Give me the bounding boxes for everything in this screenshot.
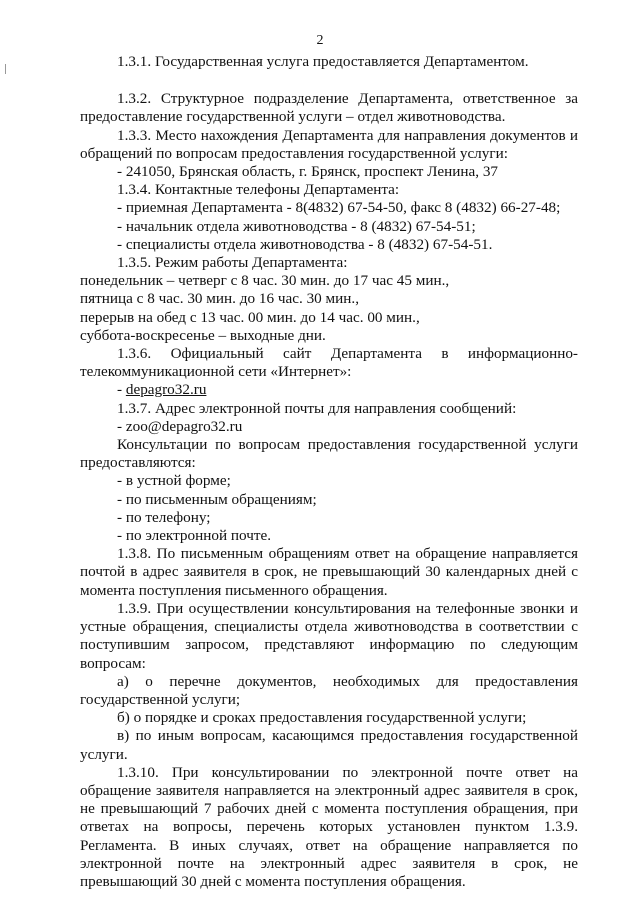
consult-written: - по письменным обращениям; — [117, 490, 317, 508]
phone-head: - начальник отдела животноводства - 8 (4832) 67-54-51; — [117, 217, 476, 235]
paragraph-1-3-5: 1.3.5. Режим работы Департамента: — [117, 254, 348, 272]
consult-oral: - в устной форме; — [117, 472, 231, 490]
phone-reception: - приемная Департамента - 8(4832) 67-54-50, факс 8 (4832) 66-27-48; — [117, 199, 561, 217]
schedule-weekend: суббота-воскресенье – выходные дни. — [80, 326, 326, 344]
email-line: - zoo@depagro32.ru — [117, 417, 243, 435]
paragraph-1-3-8: 1.3.8. По письменным обращениям ответ на обращение направляется почтой в адрес заявителя в срок, не превышающий 30 календарных дней с момента поступления письменного обращения. — [80, 545, 578, 599]
paragraph-1-3-2: 1.3.2. Структурное подразделение Департамента, ответственное за предоставление государственной услуги – отдел животноводства. — [80, 90, 578, 126]
page-number: 2 — [316, 33, 324, 48]
website-dash: - — [117, 381, 126, 399]
website-link[interactable]: depagro32.ru — [125, 381, 207, 399]
phone-specialists: - специалисты отдела животноводства - 8 (4832) 67-54-51. — [117, 235, 493, 253]
schedule-lunch: перерыв на обед с 13 час. 00 мин. до 14 час. 00 мин., — [80, 308, 420, 326]
schedule-mon-thu: понедельник – четверг с 8 час. 30 мин. до 17 час 45 мин., — [80, 272, 450, 290]
paragraph-1-3-6: 1.3.6. Официальный сайт Департамента в информационно-телекоммуникационной сети «Интернет»: — [80, 345, 578, 381]
schedule-fri: пятница с 8 час. 30 мин. до 16 час. 30 мин., — [80, 290, 360, 308]
item-b: б) о порядке и сроках предоставления государственной услуги; — [117, 709, 527, 727]
paragraph-1-3-4: 1.3.4. Контактные телефоны Департамента: — [117, 181, 400, 199]
scan-mark — [5, 64, 6, 74]
consult-phone: - по телефону; — [117, 508, 211, 526]
document-body — [80, 53, 578, 891]
paragraph-1-3-3: 1.3.3. Место нахождения Департамента для направления документов и обращений по вопросам предоставления государственной услуги: — [80, 126, 578, 162]
paragraph-1-3-7: 1.3.7. Адрес электронной почты для направления сообщений: — [117, 399, 517, 417]
item-c: в) по иным вопросам, касающимся предоставления государственной услуги. — [80, 727, 578, 763]
website-line — [80, 381, 578, 399]
item-a: а) о перечне документов, необходимых для предоставления государственной услуги; — [80, 672, 578, 708]
paragraph-1-3-9: 1.3.9. При осуществлении консультирования на телефонные звонки и устные обращения, специалисты отдела животноводства в соответствии с поступившим запросом, представляют информацию по следующим вопросам: — [80, 599, 578, 672]
paragraph-1-3-1: 1.3.1. Государственная услуга предоставляется Департаментом. — [117, 53, 529, 70]
paragraph-1-3-10: 1.3.10. При консультировании по электронной почте ответ на обращение заявителя направляется на электронный адрес заявителя в срок, не превышающий 7 рабочих дней с момента поступления обращения, при ответах на вопросы, перечень которых установлен пунктом 1.3.9. Регламента. В иных случаях, ответ на обращение направляется по электронной почте на электронный адрес заявителя в срок, не превышающий 30 дней с момента поступления обращения. — [80, 763, 578, 890]
address-line: - 241050, Брянская область, г. Брянск, проспект Ленина, 37 — [117, 163, 499, 181]
consult-email: - по электронной почте. — [117, 527, 272, 545]
consultations-intro: Консультации по вопросам предоставления государственной услуги предоставляются: — [80, 436, 578, 472]
